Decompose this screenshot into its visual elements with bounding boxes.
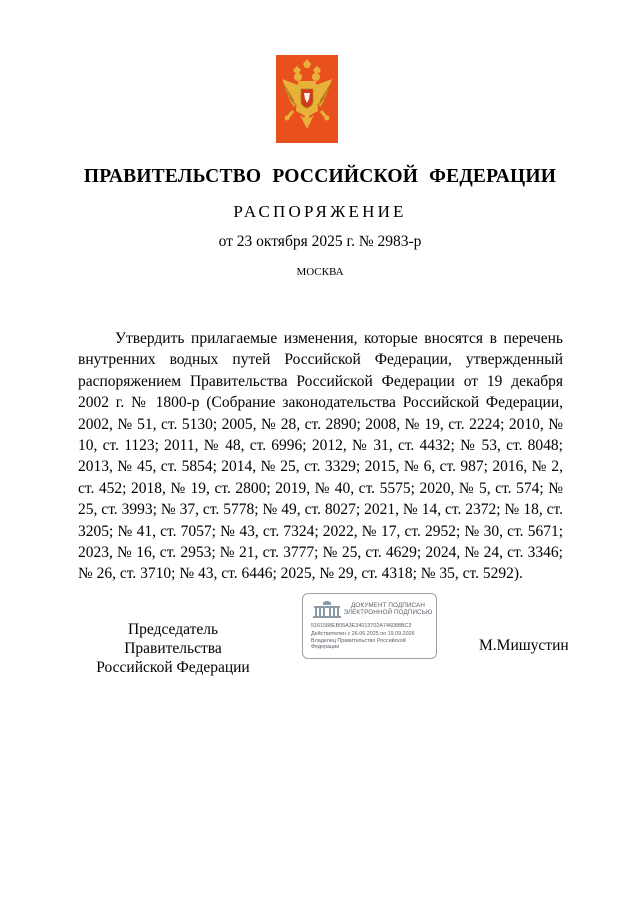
signatory-position-line2: Российской Федерации [96, 659, 250, 676]
signatory-position-line1: Председатель Правительства [124, 621, 222, 657]
stamp-owner-line1: Владелец Правительство Российской [311, 638, 406, 644]
signatory-name: М.Мишустин [479, 637, 569, 654]
document-number-line: от 23 октября 2025 г. № 2983-р [218, 233, 422, 250]
stamp-title [343, 602, 433, 617]
signatory-position [78, 620, 268, 677]
stamp-owner-line2: Федерации [311, 644, 340, 650]
organization-title: ПРАВИТЕЛЬСТВО РОССИЙСКОЙ ФЕДЕРАЦИИ [83, 166, 557, 187]
stamp-title-line1: ДОКУМЕНТ ПОДПИСАН [351, 602, 425, 609]
government-building-icon [312, 601, 342, 619]
russian-coat-of-arms-icon [276, 55, 338, 143]
stamp-validity: Действителен с 26.06.2025 по 19.09.2026 [311, 631, 415, 637]
document-body-paragraph: Утвердить прилагаемые изменения, которые вносятся в перечень внутренних водных путей Российской Федерации, утвержденный распоряжением Правительства Российской Федерации от 19 декабря 2002 г. № 1800-р (Собрание законодательства Российской Федерации, 2002, № 51, ст. 5130; 2005, № 28, ст. 2890; 2008, № 19, ст. 2224; 2010, № 10, ст. 1123; 2011, № 48, ст. 6996; 2012, № 31, ст. 4432; № 53, ст. 8048; 2013, № 45, ст. 5854; 2014, № 25, ст. 3329; 2015, № 6, ст. 987; 2016, № 2, ст. 452; 2018, № 19, ст. 2800; 2019, № 40, ст. 5575; 2020, № 5, ст. 574; № 25, ст. 3993; № 37, ст. 5778; № 49, ст. 8027; 2021, № 14, ст. 2372; № 18, ст. 3205; № 41, ст. 7057; № 43, ст. 7324; 2022, № 17, ст. 2952; № 30, ст. 5671; 2023, № 16, ст. 2953; № 21, ст. 3777; № 25, ст. 4629; 2024, № 24, ст. 3346; № 26, ст. 3710; № 43, ст. 6446; 2025, № 29, ст. 4318; № 35, ст. 5292). [78, 330, 563, 583]
electronic-signature-stamp [302, 593, 437, 659]
document-type: РАСПОРЯЖЕНИЕ [233, 202, 407, 221]
city-label: МОСКВА [296, 266, 344, 278]
document-heading [0, 165, 640, 279]
stamp-title-line2: ЭЛЕКТРОННОЙ ПОДПИСЬЮ [343, 609, 433, 617]
coat-of-arms-emblem [276, 55, 338, 143]
stamp-certificate: 5161588EB05A3E34013702A746088BC3 [311, 623, 412, 629]
